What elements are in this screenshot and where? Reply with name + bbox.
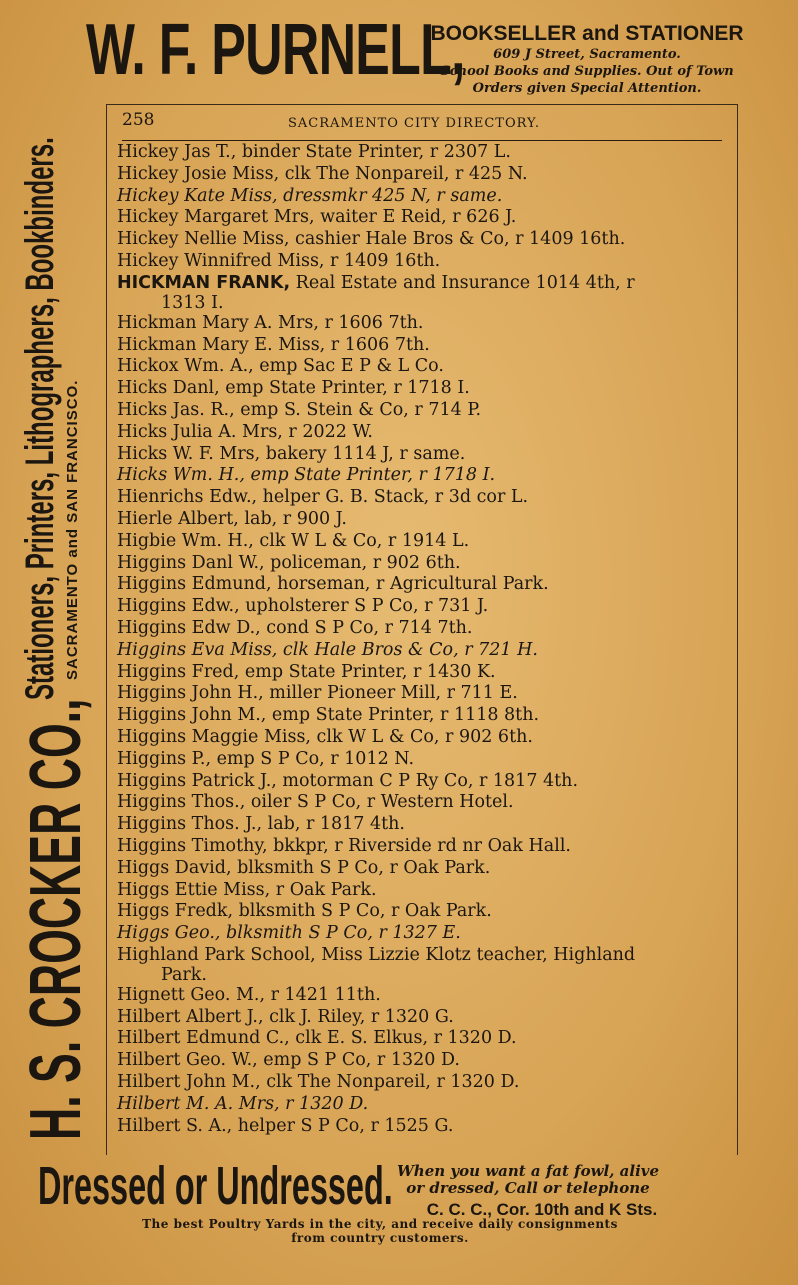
poultry-tagline-line-2: from country customers. xyxy=(291,1231,469,1245)
list-item: Hickey Jas T., binder State Printer, r 2307 L. xyxy=(117,142,511,162)
list-item: Hignett Geo. M., r 1421 11th. xyxy=(117,984,381,1005)
list-item: Hienrichs Edw., helper G. B. Stack, r 3d cor L. xyxy=(117,487,529,508)
list-item: Higgins Danl W., policeman, r 902 6th. xyxy=(117,552,461,573)
list-item: Hickey Josie Miss, clk The Nonpareil, r 425 N. xyxy=(117,163,528,184)
list-item: Higgins Edmund, horseman, r Agricultural Park. xyxy=(117,574,549,595)
poultry-tagline-line-1: The best Poultry Yards in the city, and receive daily consignments xyxy=(142,1217,618,1231)
poultry-address: C. C. C., Cor. 10th and K Sts. xyxy=(426,1200,658,1219)
list-item: Hickey Winnifred Miss, r 1409 16th. xyxy=(117,250,441,271)
list-item: Higgins Thos. J., lab, r 1817 4th. xyxy=(117,814,405,835)
side-advertisement xyxy=(16,50,100,1140)
purnell-details xyxy=(412,22,762,97)
purnell-company-name: W. F. PURNELL, xyxy=(86,10,465,90)
list-item: Hicks Julia A. Mrs, r 2022 W. xyxy=(117,421,373,442)
list-item: Hilbert Albert J., clk J. Riley, r 1320 G. xyxy=(117,1006,454,1027)
crocker-trades: Stationers, Printers, Lithographers, Bookbinders. xyxy=(18,137,62,700)
list-item: Hickey Nellie Miss, cashier Hale Bros & Co, r 1409 16th. xyxy=(117,229,626,250)
list-item: Higgs Ettie Miss, r Oak Park. xyxy=(117,879,377,900)
list-item: Higgins Fred, emp State Printer, r 1430 K. xyxy=(117,661,496,682)
purnell-orders: Orders given Special Attention. xyxy=(472,81,702,96)
list-item: Hicks W. F. Mrs, bakery 1114 J, r same. xyxy=(117,443,466,464)
list-item: Hilbert Edmund C., clk E. S. Elkus, r 1320 D. xyxy=(117,1028,517,1049)
list-item: Higgins Edw., upholsterer S P Co, r 731 J. xyxy=(117,596,489,617)
list-item: Higgins Patrick J., motorman C P Ry Co, r 1817 4th. xyxy=(117,770,579,791)
list-item: Hickman Mary A. Mrs, r 1606 7th. xyxy=(117,312,424,333)
page-number: 258 xyxy=(122,110,155,130)
list-item: Higgins John H., miller Pioneer Mill, r 711 E. xyxy=(117,683,518,704)
crocker-cities: SACRAMENTO and SAN FRANCISCO. xyxy=(64,379,81,680)
list-item: Higgs Geo., blksmith S P Co, r 1327 E. xyxy=(117,923,461,944)
list-item: Hicks Wm. H., emp State Printer, r 1718 I. xyxy=(117,465,496,486)
poultry-offer xyxy=(338,1163,718,1197)
list-item: Hilbert M. A. Mrs, r 1320 D. xyxy=(117,1093,369,1114)
list-item: Higgins Maggie Miss, clk W L & Co, r 902 6th. xyxy=(117,726,533,747)
list-item: Higgins Edw D., cond S P Co, r 714 7th. xyxy=(117,617,473,638)
list-item: Higgins Eva Miss, clk Hale Bros & Co, r 721 H. xyxy=(117,639,538,660)
list-item: Higgins John M., emp State Printer, r 1118 8th. xyxy=(117,705,540,726)
list-item: Hierle Albert, lab, r 900 J. xyxy=(117,508,347,529)
list-item: Hickox Wm. A., emp Sac E P & L Co. xyxy=(117,356,444,377)
list-item: Hicks Jas. R., emp S. Stein & Co, r 714 P. xyxy=(117,399,482,420)
directory-listing xyxy=(117,142,732,1137)
poultry-offer-line-1: When you want a fat fowl, alive xyxy=(396,1162,660,1180)
list-item: Higgins Timothy, bkkpr, r Riverside rd nr Oak Hall. xyxy=(117,835,571,856)
list-item: Hickman Mary E. Miss, r 1606 7th. xyxy=(117,334,430,355)
poultry-offer-line-2: or dressed, Call or telephone xyxy=(406,1179,650,1197)
entry-name: HICKMAN FRANK, xyxy=(117,272,291,293)
list-item: Hilbert S. A., helper S P Co, r 1525 G. xyxy=(117,1115,454,1136)
top-advertisement xyxy=(0,0,798,100)
list-item: Higgins P., emp S P Co, r 1012 N. xyxy=(117,748,415,769)
list-item: Higbie Wm. H., clk W L & Co, r 1914 L. xyxy=(117,530,470,551)
list-item: HICKMAN FRANK, Real Estate and Insurance 1014 4th, r 1313 I. xyxy=(117,272,635,313)
list-item: Hilbert Geo. W., emp S P Co, r 1320 D. xyxy=(117,1050,460,1071)
bottom-advertisement xyxy=(0,1155,798,1285)
poultry-tagline xyxy=(30,1217,730,1245)
poultry-headline: Dressed or Undressed. xyxy=(38,1156,393,1216)
list-item: Hickey Margaret Mrs, waiter E Reid, r 626 J. xyxy=(117,207,517,228)
header-divider xyxy=(122,140,722,141)
list-item: Hilbert John M., clk The Nonpareil, r 1320 D. xyxy=(117,1072,520,1093)
purnell-headline: BOOKSELLER and STATIONER xyxy=(430,22,744,45)
list-item: Highland Park School, Miss Lizzie Klotz teacher, Highland Park. xyxy=(117,944,636,985)
directory-title: SACRAMENTO CITY DIRECTORY. xyxy=(288,116,541,131)
crocker-company-name: H. S. CROCKER CO., xyxy=(16,698,96,1140)
list-item: Hicks Danl, emp State Printer, r 1718 I. xyxy=(117,378,470,399)
list-item: Higgs Fredk, blksmith S P Co, r Oak Park. xyxy=(117,901,492,922)
list-item: Higgs David, blksmith S P Co, r Oak Park. xyxy=(117,857,491,878)
list-item: Higgins Thos., oiler S P Co, r Western Hotel. xyxy=(117,792,514,813)
purnell-address: 609 J Street, Sacramento. xyxy=(493,47,681,62)
list-item: Hickey Kate Miss, dressmkr 425 N, r same. xyxy=(117,185,503,206)
page-header xyxy=(122,110,722,138)
purnell-supplies: School Books and Supplies. Out of Town xyxy=(440,64,734,79)
